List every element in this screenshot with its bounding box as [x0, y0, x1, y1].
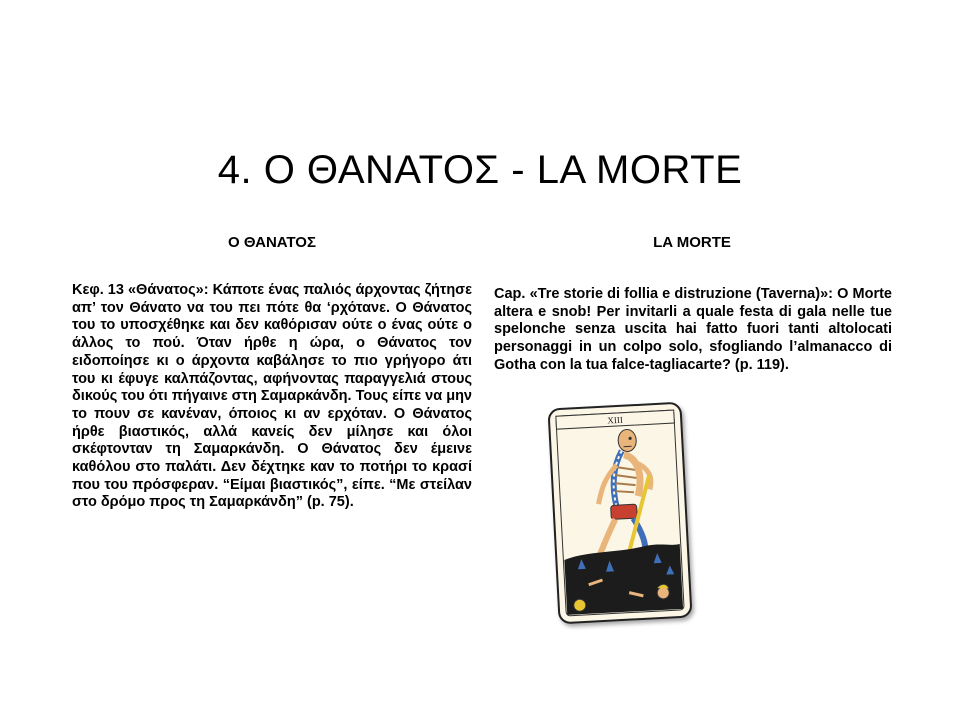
left-column-text: Κεφ. 13 «Θάνατος»: Κάποτε ένας παλιός άρχοντας ζήτησε απ’ τον Θάνατο να του πει πότε θα ‘ρχότανε. Ο Θάνατος του το υποσχέθηκε και δεν καθόρισαν ούτε ο ένας ούτε ο άλλος το πού. Όταν ήρθε η ώρα, ο Θάνατος τον ειδοποίησε κι ο άρχοντα καβάλησε το πιο γρήγορο άτι του κι έφυγε καλπάζοντας, αφήνοντας παραγγελιά στους δικούς του ότι πήγαινε στη Σαμαρκάνδη. Τους είπε να μην το πουν σε κανέναν, όποιος κι αν ερχόταν. Ο Θάνατος ήρθε βιαστικός, αλλά κανείς δεν μίλησε και όλοι σκέφτονταν τη Σαμαρκάνδη. Ο Θάνατος δεν έμεινε καθόλου στο παλάτι. Δεν δέχτηκε καν το ποτήρι το κρασί που του πρόσφεραν. “Είμαι βιαστικός”, είπε. “Με στείλαν στο δρόμο προς τη Σαμαρκάνδη” (p. 75). — [72, 282, 472, 511]
left-column-heading: Ο ΘΑΝΑΤΟΣ — [228, 234, 316, 251]
right-column-heading: LA MORTE — [653, 234, 731, 251]
slide-title: 4. Ο ΘΑΝΑΤΟΣ - LA MORTE — [217, 148, 743, 192]
card-numeral: XIII — [607, 414, 624, 426]
death-tarot-illustration — [550, 404, 691, 623]
death-tarot-card-image — [547, 402, 692, 625]
right-column-text: Cap. «Tre storie di follia e distruzione (Taverna)»: O Morte altera e snob! Per invitarli a quale festa di gala nelle tue spelonche senza uscita hai fatto fuori tanti altolocati personaggi in un colpo solo, sfogliando l’almanacco di Gotha con la tua falce-tagliacarte? (p. 119). — [494, 286, 892, 373]
